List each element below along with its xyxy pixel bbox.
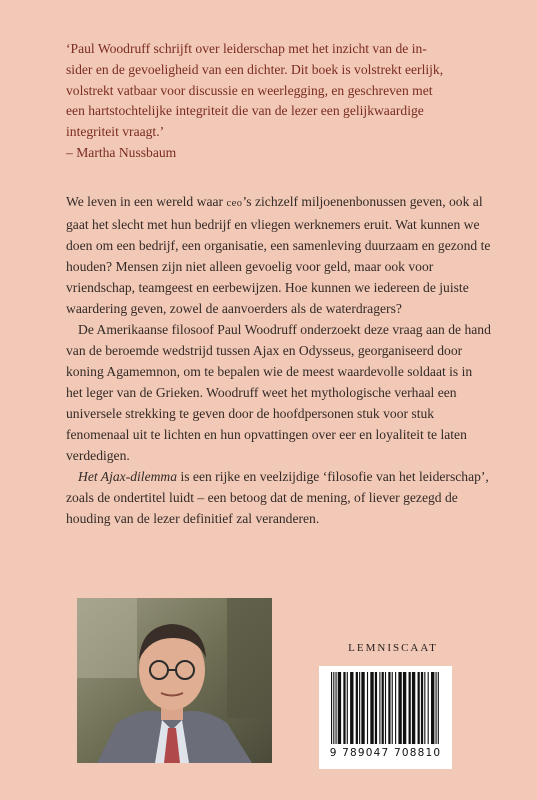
barcode-bar xyxy=(331,672,332,744)
quote-line: integriteit vraagt.’ xyxy=(66,124,165,140)
isbn-barcode xyxy=(319,666,452,769)
author-photo xyxy=(77,598,272,763)
barcode-bar xyxy=(424,672,425,744)
barcode-bar xyxy=(438,672,439,744)
barcode-bar xyxy=(409,672,411,744)
barcode-bar xyxy=(385,672,386,744)
quote-line: een hartstochtelijke integriteit die van de lezer een gelijkwaardige xyxy=(66,103,424,119)
barcode-bar xyxy=(343,672,345,744)
barcode-bar xyxy=(370,672,373,744)
barcode-bar xyxy=(392,672,393,744)
quote-line: ‘Paul Woodruff schrijft over leiderschap met het inzicht van de in- xyxy=(66,41,427,56)
barcode-bar xyxy=(335,672,336,744)
isbn-number: 9 789047 708810 xyxy=(329,747,442,759)
para1-start: We leven in een wereld waar xyxy=(66,194,227,209)
ceo-abbreviation: ceo xyxy=(226,198,243,209)
barcode-bar xyxy=(367,672,368,744)
para1-rest: ’s zichzelf miljoenenbonussen geven, ook al gaat het slecht met hun bedrijf en vliegen werknemers eruit. Wat kunnen we doen om een bedrijf, een organisatie, een samenleving duurzaam en gezond te houden? Mensen zijn niet alleen gevoelig voor geld, maar ook voor vriendschap, teamgeest en eerbewijzen. Hoe kunnen we iedereen de juiste waardering geven, zowel de aanvoerders als de waterdragers? xyxy=(66,194,491,316)
barcode-bar xyxy=(388,672,390,744)
paragraph-3 xyxy=(66,466,491,529)
back-cover-description xyxy=(66,191,491,529)
barcode-bar xyxy=(418,672,420,744)
barcode-bar xyxy=(436,672,437,744)
barcode-bar xyxy=(359,672,360,744)
barcode-bar xyxy=(333,672,334,744)
author-portrait-image xyxy=(77,598,272,763)
publisher-name: LEMNISCAAT xyxy=(348,642,438,654)
barcode-bar xyxy=(395,672,396,744)
barcode-bar xyxy=(375,672,377,744)
quote-attribution: – Martha Nussbaum xyxy=(66,144,177,160)
barcode-bar xyxy=(338,672,341,744)
barcode-bar xyxy=(398,672,401,744)
barcode-bar xyxy=(350,672,353,744)
barcode-bar xyxy=(347,672,348,744)
barcode-bar xyxy=(431,672,434,744)
barcode-bar xyxy=(412,672,415,744)
barcode-bar xyxy=(403,672,406,744)
blurb-quote xyxy=(66,39,484,164)
quote-line: sider en de gevoeligheid van een dichter. Dit boek is volstrekt eerlijk, xyxy=(66,61,444,77)
barcode-bar xyxy=(361,672,364,744)
para3-rest: is een rijke en veelzijdige ‘filosofie van het leiderschap’, zoals de ondertitel luidt – een betoog dat de mening, of liever gezegd de houding van de lezer definitief zal veranderen. xyxy=(66,469,489,526)
paragraph-1 xyxy=(66,191,491,319)
paragraph-2: De Amerikaanse filosoof Paul Woodruff onderzoekt deze vraag aan de hand van de beroemde wedstrijd tussen Ajax en Odysseus, georganiseerd door koning Agamemnon, om te bepalen wie de meest waardevolle soldaat is in het leger van de Grieken. Woodruff weet het mythologische verhaal een universele strekking te geven door de hoofdpersonen stuk voor stuk fenomenaal uit te lichten en hun opvattingen over eer en loyaliteit te laten verdedigen. xyxy=(66,322,491,463)
barcode-bars xyxy=(319,666,452,746)
quote-line: volstrekt vatbaar voor discussie en weerlegging, en geschreven met xyxy=(66,82,433,98)
barcode-bar xyxy=(428,672,429,744)
barcode-bar xyxy=(382,672,384,744)
barcode-bar xyxy=(421,672,423,744)
barcode-bar xyxy=(379,672,380,744)
book-title-italic: Het Ajax-dilemma xyxy=(78,469,178,484)
barcode-bar xyxy=(356,672,358,744)
